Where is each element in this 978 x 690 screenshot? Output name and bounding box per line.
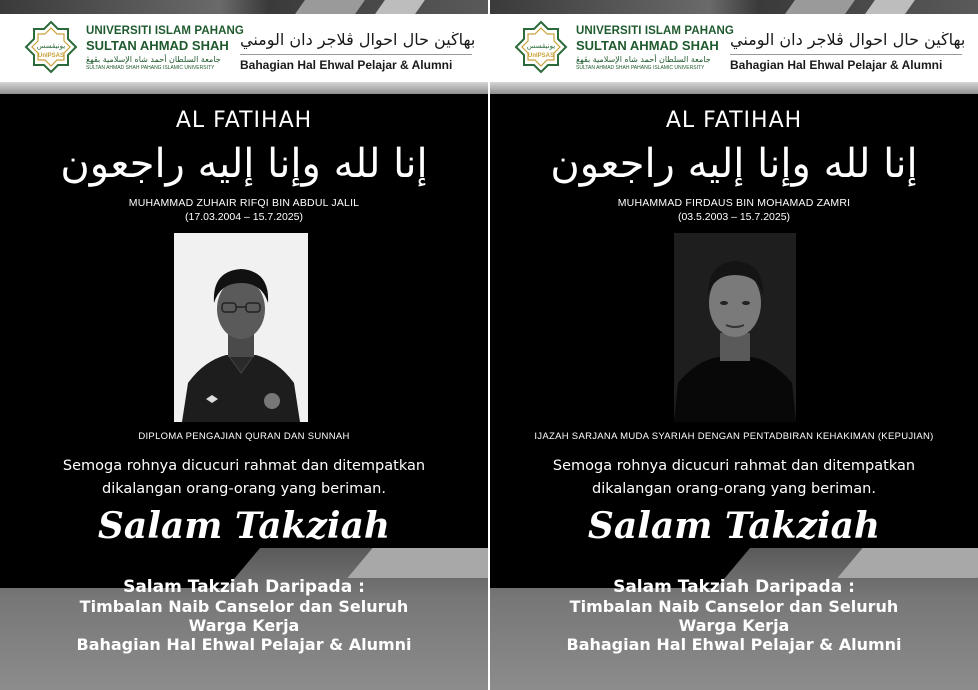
footer-line-2: Warga Kerja [188, 616, 300, 635]
department-name-jawi: بهاڬين حال احوال ڤلاجر دان الومني [240, 30, 476, 49]
footer-line-3: Bahagian Hal Ehwal Pelajar & Alumni [76, 635, 412, 654]
footer-line-1: Timbalan Naib Canselor dan Seluruh [569, 597, 899, 616]
university-name-arabic: جامعة السلطان أحمد شاه الإسلامية بڤهڠ [576, 55, 711, 64]
deceased-dates: (03.5.2003 – 15.7.2025) [677, 211, 791, 223]
university-name-line1: UNIVERSITI ISLAM PAHANG [576, 25, 734, 37]
university-name-line1: UNIVERSITI ISLAM PAHANG [86, 25, 244, 37]
header-stripe [490, 0, 978, 14]
footer-heading: Salam Takziah Daripada : [123, 577, 365, 597]
prayer-line-2: dikalangan orang-orang yang beriman. [592, 481, 876, 497]
prayer-line-2: dikalangan orang-orang yang beriman. [102, 481, 386, 497]
department-name: Bahagian Hal Ehwal Pelajar & Alumni [730, 58, 943, 72]
title: AL FATIHAH [665, 108, 803, 133]
footer-line-3: Bahagian Hal Ehwal Pelajar & Alumni [566, 635, 902, 654]
svg-text:يونيڤسس: يونيڤسس [36, 42, 66, 50]
university-name-arabic: جامعة السلطان أحمد شاه الإسلامية بڤهڠ [86, 55, 221, 64]
university-logo-icon [24, 20, 78, 74]
prayer-line-1: Semoga rohnya dicucuri rahmat dan ditempatkan [552, 458, 916, 474]
university-logo-icon [514, 20, 568, 74]
footer-line-2: Warga Kerja [678, 616, 790, 635]
condolence-poster-1 [0, 0, 488, 690]
university-name-english: SULTAN AHMAD SHAH PAHANG ISLAMIC UNIVERSITY [86, 65, 215, 71]
footer-line-1: Timbalan Naib Canselor dan Seluruh [79, 597, 409, 616]
arabic-verse: إنا لله وإنا إليه راجعون [550, 141, 918, 187]
university-name-english: SULTAN AHMAD SHAH PAHANG ISLAMIC UNIVERSITY [576, 65, 705, 71]
study-program: DIPLOMA PENGAJIAN QURAN DAN SUNNAH [138, 431, 350, 442]
header [0, 14, 488, 82]
header-stripe [0, 0, 488, 14]
condolence-poster-2 [490, 0, 978, 690]
footer-band-accent [347, 548, 488, 578]
divider [730, 54, 962, 55]
footer-text [490, 578, 978, 654]
portrait-photo [174, 233, 308, 422]
svg-text:يونيڤسس: يونيڤسس [526, 42, 556, 50]
divider [240, 54, 472, 55]
footer-heading: Salam Takziah Daripada : [613, 577, 855, 597]
svg-text:UnIPSAS: UnIPSAS [527, 53, 555, 59]
header-bottom-stripe [490, 82, 978, 94]
university-name-line2: SULTAN AHMAD SHAH [576, 38, 719, 53]
prayer-text [0, 455, 488, 501]
salam-takziah-heading: Salam Takziah [97, 505, 391, 547]
footer-band-accent [837, 548, 978, 578]
department-name: Bahagian Hal Ehwal Pelajar & Alumni [240, 58, 453, 72]
deceased-name: MUHAMMAD FIRDAUS BIN MOHAMAD ZAMRI [617, 197, 851, 209]
footer-text [0, 578, 488, 654]
deceased-name: MUHAMMAD ZUHAIR RIFQI BIN ABDUL JALIL [128, 197, 360, 209]
department-name-jawi: بهاڬين حال احوال ڤلاجر دان الومني [730, 30, 966, 49]
title: AL FATIHAH [175, 108, 313, 133]
prayer-text [490, 455, 978, 501]
portrait-photo [674, 233, 796, 422]
prayer-line-1: Semoga rohnya dicucuri rahmat dan ditempatkan [62, 458, 426, 474]
salam-takziah-heading: Salam Takziah [587, 505, 881, 547]
arabic-verse: إنا لله وإنا إليه راجعون [60, 141, 428, 187]
university-name-line2: SULTAN AHMAD SHAH [86, 38, 229, 53]
deceased-dates: (17.03.2004 – 15.7.2025) [185, 211, 303, 223]
svg-text:UnIPSAS: UnIPSAS [37, 53, 65, 59]
header [490, 14, 978, 82]
header-bottom-stripe [0, 82, 488, 94]
study-program: IJAZAH SARJANA MUDA SYARIAH DENGAN PENTADBIRAN KEHAKIMAN (KEPUJIAN) [534, 431, 934, 442]
